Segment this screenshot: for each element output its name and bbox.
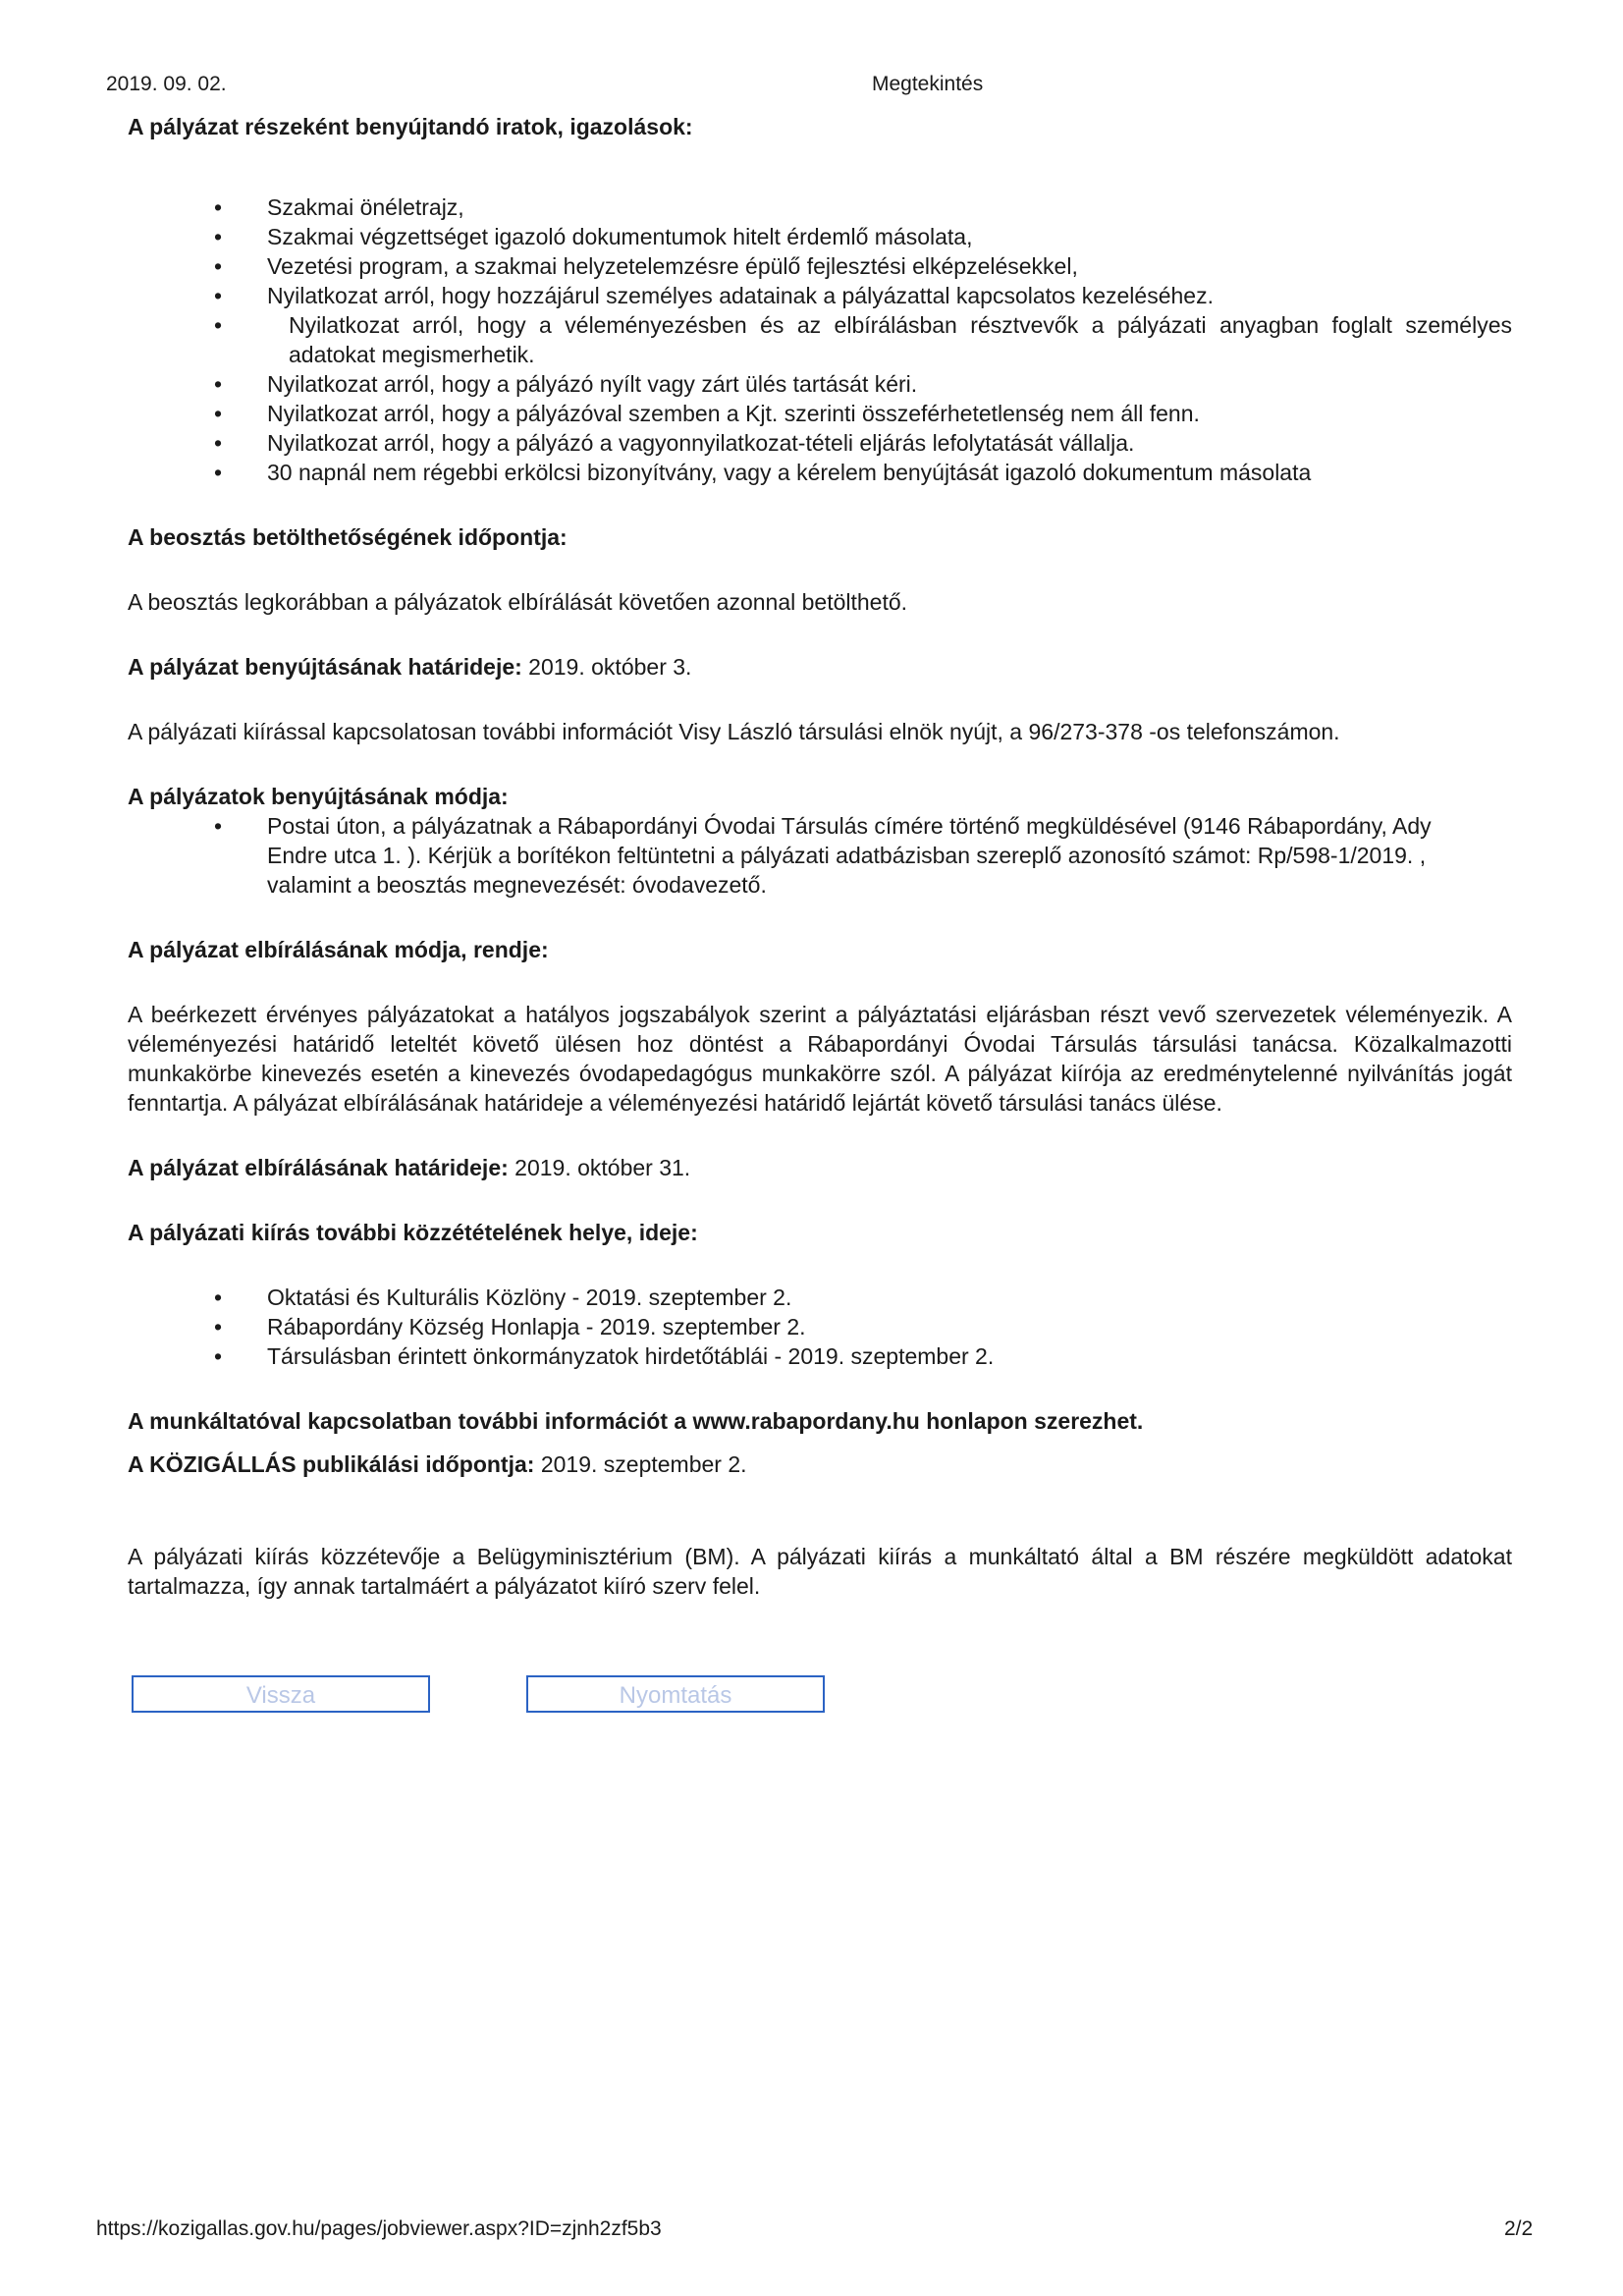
eval-deadline-label: A pályázat elbírálásának határideje: [128, 1155, 509, 1180]
list-item: • Oktatási és Kulturális Közlöny - 2019. szeptember 2. [128, 1283, 1512, 1312]
eval-deadline-line [128, 1153, 1512, 1182]
deadline-line [128, 652, 1512, 682]
list-item: • Szakmai önéletrajz, [128, 192, 1512, 222]
list-item: • Vezetési program, a szakmai helyzetelemzésre épülő fejlesztési elképzelésekkel, [128, 251, 1512, 281]
footer-page-number: 2/2 [1504, 2217, 1534, 2240]
kozigallas-label: A KÖZIGÁLLÁS publikálási időpontja: [128, 1451, 535, 1477]
info-text: A pályázati kiírással kapcsolatosan további információt Visy László társulási elnök nyújt, a 96/273-378 -os telefonszámon. [128, 719, 1340, 744]
list-item: • Nyilatkozat arról, hogy a pályázó a vagyonnyilatkozat-tételi eljárás lefolytatását vállalja. [128, 428, 1512, 458]
deadline-value: 2019. október 3. [521, 654, 692, 680]
kozigallas-value: 2019. szeptember 2. [534, 1451, 747, 1477]
list-item: • Társulásban érintett önkormányzatok hirdetőtáblái - 2019. szeptember 2. [128, 1341, 1512, 1371]
eval-deadline-value: 2019. október 31. [508, 1155, 691, 1180]
kozigallas-line [128, 1449, 1512, 1479]
print-button[interactable]: Nyomtatás [526, 1675, 825, 1713]
back-button[interactable]: Vissza [132, 1675, 430, 1713]
evaluation-text: A beérkezett érvényes pályázatokat a hatályos jogszabályok szerint a pályáztatási eljárásban részt vevő szervezetek véleményezik. A véleményezési határidő leteltét követő ülésen hoz döntést a Rábapordányi Óvodai Társulás társulási tanácsa. Közalkalmazotti munkakörbe kinevezés esetén a kinevezés óvodapedagógus munkakörre szól. A pályázat kiírója az eredménytelenné nyilvánítás jogát fenntartja. A pályázat elbírálásának határideje a véleményezési határidő lejártát követő társulási tanács ülése. [128, 1002, 1512, 1116]
list-item: • 30 napnál nem régebbi erkölcsi bizonyítvány, vagy a kérelem benyújtását igazoló dokumentum másolata [128, 458, 1512, 487]
list-item: • Nyilatkozat arról, hogy a pályázóval szemben a Kjt. szerinti összeférhetetlenség nem áll fenn. [128, 399, 1512, 428]
employer-info: A munkáltatóval kapcsolatban további információt a www.rabapordany.hu honlapon szerezhet. [128, 1408, 1144, 1434]
start-text: A beosztás legkorábban a pályázatok elbírálását követően azonnal betölthető. [128, 589, 908, 615]
list-item: • Rábapordány Község Honlapja - 2019. szeptember 2. [128, 1312, 1512, 1341]
header-date: 2019. 09. 02. [106, 73, 227, 95]
document-content [128, 108, 1512, 1601]
list-item: • Nyilatkozat arról, hogy a véleményezésben és az elbírálásban résztvevők a pályázati anyagban foglalt személyes adatokat megismerhetik. [128, 310, 1512, 369]
list-item: • Postai úton, a pályázatnak a Rábapordányi Óvodai Társulás címére történő megküldésével (9146 Rábapordány, Ady Endre utca 1. ). Kérjük a borítékon feltüntetni a pályázati adatbázisban szereplő azonosító számot: Rp/598-1/2019. , valamint a beosztás megnevezését: óvodavezető. [128, 811, 1512, 900]
publication-list [128, 1283, 1512, 1371]
start-heading: A beosztás betölthetőségének időpontja: [128, 524, 568, 550]
submission-heading: A pályázatok benyújtásának módja: [128, 784, 509, 809]
footer-url: https://kozigallas.gov.hu/pages/jobviewer.aspx?ID=zjnh2zf5b3 [96, 2217, 662, 2240]
documents-list [128, 192, 1512, 487]
documents-heading: A pályázat részeként benyújtandó iratok, igazolások: [128, 114, 693, 139]
submission-list [128, 811, 1512, 900]
list-item: • Szakmai végzettséget igazoló dokumentumok hitelt érdemlő másolata, [128, 222, 1512, 251]
list-item: • Nyilatkozat arról, hogy a pályázó nyílt vagy zárt ülés tartását kéri. [128, 369, 1512, 399]
header-title: Megtekintés [872, 73, 984, 95]
evaluation-heading: A pályázat elbírálásának módja, rendje: [128, 937, 549, 962]
publisher-text: A pályázati kiírás közzétevője a Belügyminisztérium (BM). A pályázati kiírás a munkáltató által a BM részére megküldött adatokat tartalmazza, így annak tartalmáért a pályázatot kiíró szerv felel. [128, 1544, 1512, 1599]
deadline-label: A pályázat benyújtásának határideje: [128, 654, 522, 680]
publication-heading: A pályázati kiírás további közzétételének helye, ideje: [128, 1220, 698, 1245]
list-item: • Nyilatkozat arról, hogy hozzájárul személyes adatainak a pályázattal kapcsolatos kezeléséhez. [128, 281, 1512, 310]
